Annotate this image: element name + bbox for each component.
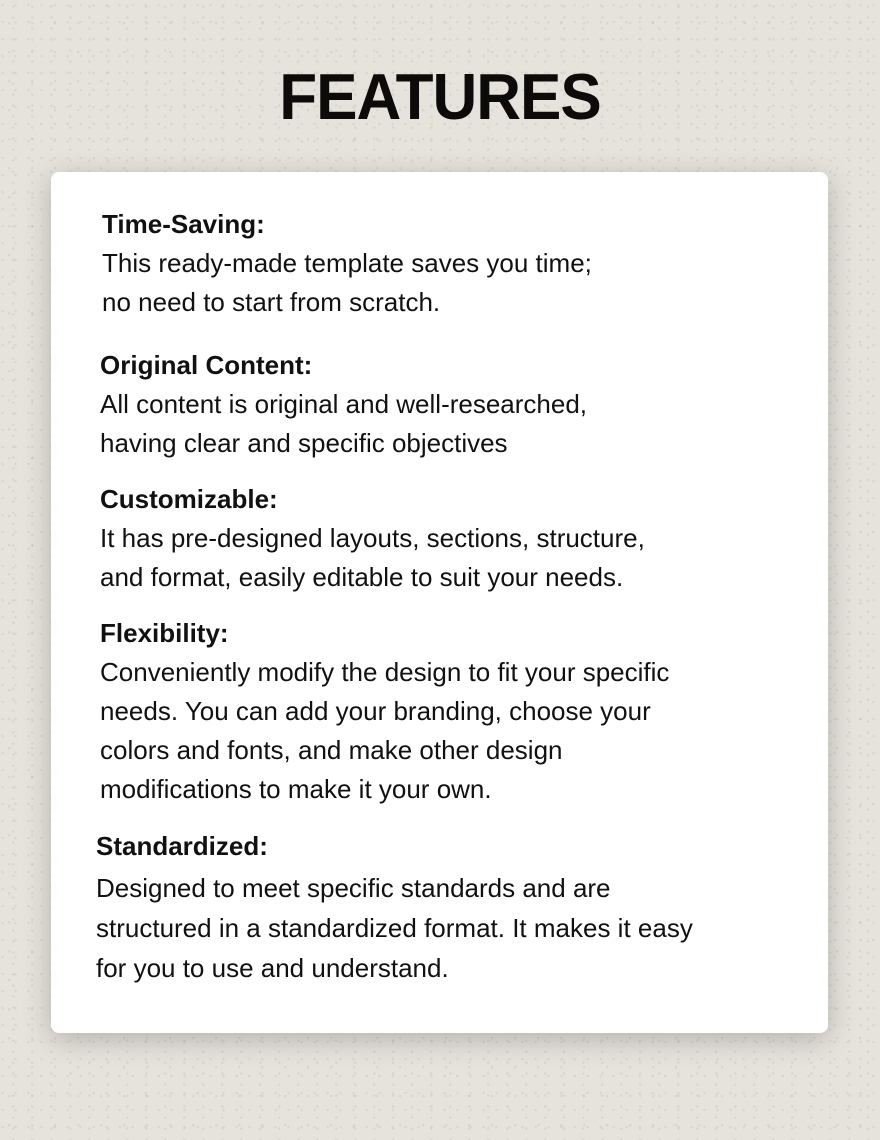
- features-card: [51, 172, 828, 1033]
- feature-text: It has pre-designed layouts, sections, structure, and format, easily editable to suit your needs.: [100, 523, 645, 592]
- feature-text: Designed to meet specific standards and are structured in a standardized format. It makes it easy for you to use and understand.: [96, 873, 693, 983]
- page-title: FEATURES: [279, 61, 601, 134]
- feature-heading: Customizable:: [100, 484, 278, 514]
- feature-heading: Flexibility:: [100, 618, 229, 648]
- feature-standardized: [96, 827, 693, 988]
- feature-original-content: [100, 346, 587, 463]
- feature-heading: Standardized:: [96, 831, 268, 861]
- feature-text: All content is original and well-researched, having clear and specific objectives: [100, 389, 588, 458]
- feature-flexibility: [100, 614, 669, 809]
- feature-heading: Time-Saving:: [102, 209, 265, 239]
- feature-text: This ready-made template saves you time; no need to start from scratch.: [102, 248, 592, 317]
- feature-time-saving: [102, 205, 592, 322]
- feature-customizable: [100, 480, 645, 597]
- feature-heading: Original Content:: [100, 350, 313, 380]
- feature-text: Conveniently modify the design to fit your specific needs. You can add your branding, choose your colors and fonts, and make other design modifications to make it your own.: [100, 657, 670, 804]
